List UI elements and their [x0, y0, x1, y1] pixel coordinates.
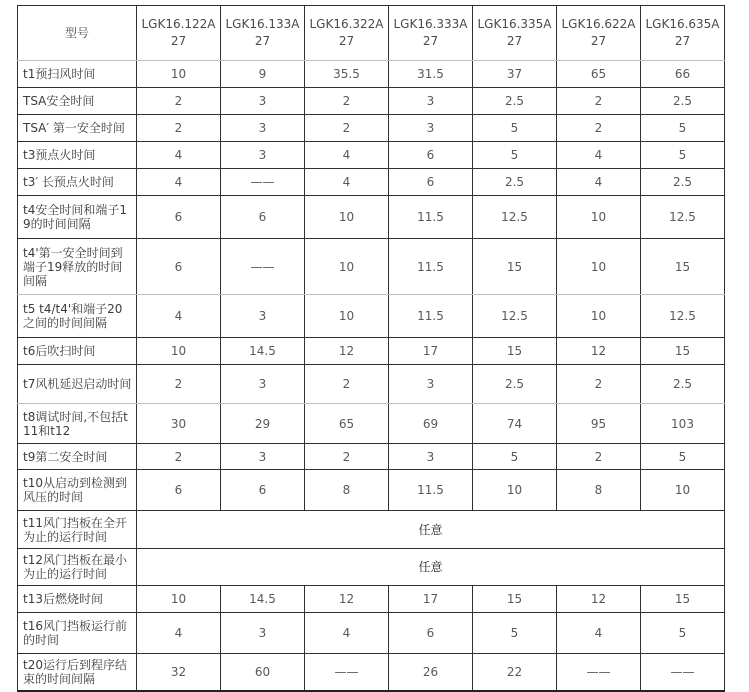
model-name: LGK16.635A [645, 17, 720, 31]
value-cell: 66 [641, 61, 725, 88]
table-row [18, 404, 725, 444]
value-cell: 5 [641, 115, 725, 142]
timing-spec-table [17, 5, 725, 692]
table-row [18, 444, 725, 470]
value-cell: 69 [389, 404, 473, 444]
model-variant: 27 [506, 34, 523, 48]
value-cell: 12.5 [473, 196, 557, 239]
row-label: t3预点火时间 [18, 142, 137, 169]
row-label: t7风机延迟启动时间 [18, 365, 137, 404]
value-cell: 5 [473, 115, 557, 142]
value-cell: 14.5 [221, 586, 305, 613]
value-cell: 95 [557, 404, 641, 444]
value-cell: 4 [557, 613, 641, 654]
value-cell: 15 [473, 239, 557, 295]
value-cell: 17 [389, 586, 473, 613]
value-cell: 35.5 [305, 61, 389, 88]
value-cell: —— [305, 654, 389, 692]
value-cell: 10 [557, 196, 641, 239]
value-cell: 4 [137, 295, 221, 338]
model-variant: 27 [422, 34, 439, 48]
table-row [18, 88, 725, 115]
table-row [18, 196, 725, 239]
value-cell: 3 [221, 115, 305, 142]
value-cell: 6 [389, 142, 473, 169]
value-cell: 37 [473, 61, 557, 88]
table-row [18, 295, 725, 338]
value-cell: 2 [137, 365, 221, 404]
value-cell: 5 [641, 142, 725, 169]
value-cell: 32 [137, 654, 221, 692]
column-header-model [137, 6, 221, 61]
model-variant: 27 [674, 34, 691, 48]
row-label: t3′ 长预点火时间 [18, 169, 137, 196]
value-cell: 30 [137, 404, 221, 444]
value-cell: 3 [389, 365, 473, 404]
value-cell: 12.5 [641, 196, 725, 239]
value-cell: 4 [305, 613, 389, 654]
value-cell: 2 [137, 88, 221, 115]
value-cell: 15 [473, 586, 557, 613]
value-cell: 11.5 [389, 196, 473, 239]
value-cell: 3 [221, 295, 305, 338]
value-cell: 3 [389, 115, 473, 142]
value-cell: 2.5 [473, 365, 557, 404]
value-cell: 5 [473, 142, 557, 169]
value-cell: —— [641, 654, 725, 692]
value-cell: 65 [305, 404, 389, 444]
value-cell: 8 [305, 470, 389, 511]
value-cell: 4 [557, 169, 641, 196]
value-cell: 4 [137, 169, 221, 196]
row-label: t16风门挡板运行前的时间 [18, 613, 137, 654]
value-cell: 12 [305, 338, 389, 365]
value-cell: 3 [221, 444, 305, 470]
row-label: t13后燃烧时间 [18, 586, 137, 613]
value-cell: 74 [473, 404, 557, 444]
table-row [18, 613, 725, 654]
value-cell: 3 [221, 88, 305, 115]
value-cell: 2 [305, 365, 389, 404]
value-cell: 12 [557, 586, 641, 613]
table-row [18, 365, 725, 404]
row-label: TSA′ 第一安全时间 [18, 115, 137, 142]
value-cell: 6 [221, 196, 305, 239]
value-cell: 2 [137, 444, 221, 470]
value-cell: 65 [557, 61, 641, 88]
column-header-model [221, 6, 305, 61]
value-cell: 10 [473, 470, 557, 511]
value-cell: 4 [137, 142, 221, 169]
value-cell: —— [221, 169, 305, 196]
value-cell: 12 [305, 586, 389, 613]
model-variant: 27 [338, 34, 355, 48]
value-cell: 26 [389, 654, 473, 692]
value-cell: 6 [137, 196, 221, 239]
column-header-model-label: 型号 [18, 6, 137, 61]
value-cell: 60 [221, 654, 305, 692]
header-row [18, 6, 725, 61]
model-name: LGK16.133A [225, 17, 300, 31]
value-cell: 6 [221, 470, 305, 511]
row-label: t20运行后到程序结束的时间间隔 [18, 654, 137, 692]
value-cell: 4 [557, 142, 641, 169]
column-header-model [305, 6, 389, 61]
value-cell: 10 [641, 470, 725, 511]
value-cell: 12.5 [473, 295, 557, 338]
table-row [18, 511, 725, 549]
value-cell: 2 [557, 115, 641, 142]
table-row [18, 470, 725, 511]
value-cell: 31.5 [389, 61, 473, 88]
value-cell: 10 [557, 239, 641, 295]
value-cell: 2 [305, 115, 389, 142]
row-label: TSA安全时间 [18, 88, 137, 115]
value-cell: 29 [221, 404, 305, 444]
table-row [18, 239, 725, 295]
value-cell: 2 [557, 365, 641, 404]
value-cell: 5 [473, 444, 557, 470]
value-cell: —— [221, 239, 305, 295]
value-cell: 10 [305, 295, 389, 338]
value-cell: 4 [305, 169, 389, 196]
merged-value-cell: 任意 [137, 549, 725, 586]
value-cell: 10 [137, 61, 221, 88]
row-label: t12风门挡板在最小为止的运行时间 [18, 549, 137, 586]
value-cell: 2.5 [473, 88, 557, 115]
value-cell: 12.5 [641, 295, 725, 338]
model-variant: 27 [170, 34, 187, 48]
value-cell: 2.5 [641, 365, 725, 404]
model-name: LGK16.622A [561, 17, 636, 31]
value-cell: 6 [389, 613, 473, 654]
value-cell: 3 [221, 365, 305, 404]
row-label: t4安全时间和端子19的时间间隔 [18, 196, 137, 239]
row-label: t9第二安全时间 [18, 444, 137, 470]
value-cell: 103 [641, 404, 725, 444]
table-row [18, 549, 725, 586]
value-cell: 6 [389, 169, 473, 196]
row-label: t1预扫风时间 [18, 61, 137, 88]
table-row [18, 61, 725, 88]
value-cell: 2 [137, 115, 221, 142]
value-cell: 5 [473, 613, 557, 654]
value-cell: 15 [641, 586, 725, 613]
value-cell: 3 [389, 88, 473, 115]
model-name: LGK16.322A [309, 17, 384, 31]
value-cell: 2 [305, 444, 389, 470]
merged-value-cell: 任意 [137, 511, 725, 549]
value-cell: 12 [557, 338, 641, 365]
value-cell: 9 [221, 61, 305, 88]
value-cell: 2 [557, 88, 641, 115]
row-label: t8调试时间,不包括t11和t12 [18, 404, 137, 444]
value-cell: 15 [641, 239, 725, 295]
value-cell: 10 [305, 239, 389, 295]
value-cell: —— [557, 654, 641, 692]
row-label: t4'第一安全时间到端子19释放的时间间隔 [18, 239, 137, 295]
value-cell: 4 [305, 142, 389, 169]
model-name: LGK16.335A [477, 17, 552, 31]
value-cell: 5 [641, 613, 725, 654]
row-label: t10从启动到检测到风压的时间 [18, 470, 137, 511]
value-cell: 5 [641, 444, 725, 470]
model-variant: 27 [254, 34, 271, 48]
table-row [18, 169, 725, 196]
value-cell: 10 [137, 338, 221, 365]
table-row [18, 338, 725, 365]
value-cell: 2 [305, 88, 389, 115]
value-cell: 10 [305, 196, 389, 239]
value-cell: 14.5 [221, 338, 305, 365]
model-name: LGK16.122A [141, 17, 216, 31]
row-label: t11风门挡板在全开为止的运行时间 [18, 511, 137, 549]
value-cell: 2.5 [641, 88, 725, 115]
value-cell: 11.5 [389, 470, 473, 511]
table-row [18, 654, 725, 692]
table-row [18, 142, 725, 169]
value-cell: 11.5 [389, 239, 473, 295]
column-header-model [389, 6, 473, 61]
value-cell: 2 [557, 444, 641, 470]
value-cell: 15 [473, 338, 557, 365]
column-header-model [641, 6, 725, 61]
column-header-model [557, 6, 641, 61]
model-name: LGK16.333A [393, 17, 468, 31]
value-cell: 10 [557, 295, 641, 338]
value-cell: 11.5 [389, 295, 473, 338]
model-variant: 27 [590, 34, 607, 48]
value-cell: 22 [473, 654, 557, 692]
value-cell: 15 [641, 338, 725, 365]
value-cell: 3 [221, 613, 305, 654]
row-label: t6后吹扫时间 [18, 338, 137, 365]
value-cell: 10 [137, 586, 221, 613]
value-cell: 6 [137, 470, 221, 511]
row-label: t5 t4/t4'和端子20之间的时间间隔 [18, 295, 137, 338]
value-cell: 2.5 [641, 169, 725, 196]
value-cell: 3 [389, 444, 473, 470]
value-cell: 8 [557, 470, 641, 511]
table-row [18, 115, 725, 142]
column-header-model [473, 6, 557, 61]
table-row [18, 586, 725, 613]
value-cell: 2.5 [473, 169, 557, 196]
value-cell: 4 [137, 613, 221, 654]
value-cell: 6 [137, 239, 221, 295]
value-cell: 17 [389, 338, 473, 365]
value-cell: 3 [221, 142, 305, 169]
